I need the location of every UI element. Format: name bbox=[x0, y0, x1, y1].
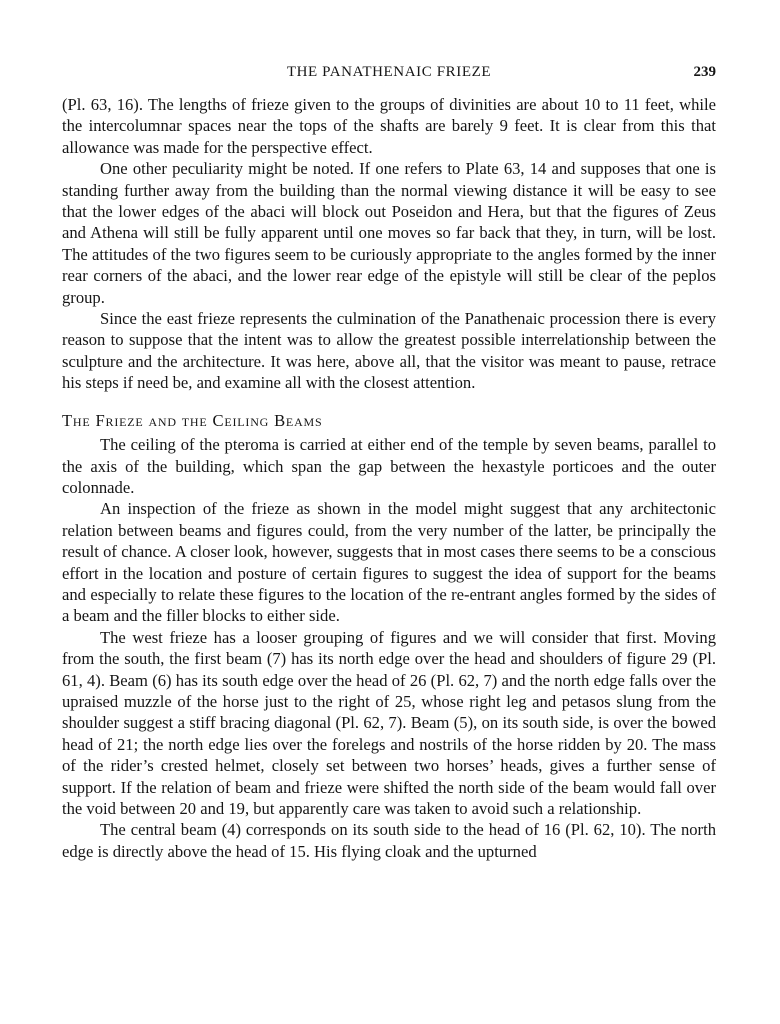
running-title: THE PANATHENAIC FRIEZE bbox=[286, 64, 492, 80]
paragraph-east-frieze: Since the east frieze represents the culmination of the Panathenaic procession there is every reason to suppose that the intent was to allow the greatest possible interrelationship between the sculpture and the architecture. It was here, above all, that the visitor was meant to pause, retrace his steps if need be, and examine all with the closest attention. bbox=[62, 309, 716, 393]
running-header bbox=[62, 62, 716, 84]
section-heading: The Frieze and the Ceiling Beams bbox=[62, 410, 323, 430]
paragraph-peculiarity: One other peculiarity might be noted. If one refers to Plate 63, 14 and supposes that one is standing further away from the building than the normal viewing distance it will be easy to see that the lower edges of the abaci will block out Poseidon and Hera, but that the figures of Zeus and Athena will still be fully apparent until one moves so far back that they, in turn, will be lost. The attitudes of the two figures seem to be curiously appropriate to the angles formed by the inner rear corners of the abaci, and the lower rear edge of the epistyle will still be clear of the peplos group. bbox=[62, 159, 716, 307]
paragraph-continuation: (Pl. 63, 16). The lengths of frieze given to the groups of divinities are about 10 to 11 feet, while the intercolumnar spaces near the tops of the shafts are barely 9 feet. It is clear from this that allowance was made for the perspective effect. bbox=[62, 95, 716, 157]
page-number: 239 bbox=[693, 64, 716, 80]
paragraph-ceiling-beams: The ceiling of the pteroma is carried at either end of the temple by seven beams, parallel to the axis of the building, which span the gap between the hexastyle porticoes and the outer colonnade. bbox=[62, 435, 716, 497]
page bbox=[62, 62, 716, 862]
paragraph-west-frieze: The west frieze has a looser grouping of figures and we will consider that first. Moving from the south, the first beam (7) has its north edge over the head and shoulders of figure 29 (Pl. 61, 4). Beam (6) has its south edge over the head of 26 (Pl. 62, 7) and the north edge falls over the upraised muzzle of the horse just to the right of 25, whose right leg and petasos slung from the shoulder suggest a stiff bracing diagonal (Pl. 62, 7). Beam (5), on its south side, is over the bowed head of 21; the north edge lies over the forelegs and nostrils of the horse ridden by 20. The mass of the rider’s crested helmet, closely set between two horses’ heads, gives a further sense of support. If the relation of beam and frieze were shifted the north side of the beam would fall over the void between 20 and 19, but apparently care was taken to avoid such a relationship. bbox=[62, 627, 716, 818]
paragraph-inspection: An inspection of the frieze as shown in the model might suggest that any architectonic relation between beams and figures could, from the very number of the latter, be principally the result of chance. A closer look, however, suggests that in most cases there seems to be a conscious effort in the location and posture of certain figures to suggest the idea of support for the beams and especially to relate these figures to the location of the re-entrant angles formed by the sides of a beam and the filler blocks to either side. bbox=[62, 499, 716, 626]
paragraph-central-beam: The central beam (4) corresponds on its south side to the head of 16 (Pl. 62, 10). The north edge is directly above the head of 15. His flying cloak and the upturned bbox=[62, 820, 716, 861]
